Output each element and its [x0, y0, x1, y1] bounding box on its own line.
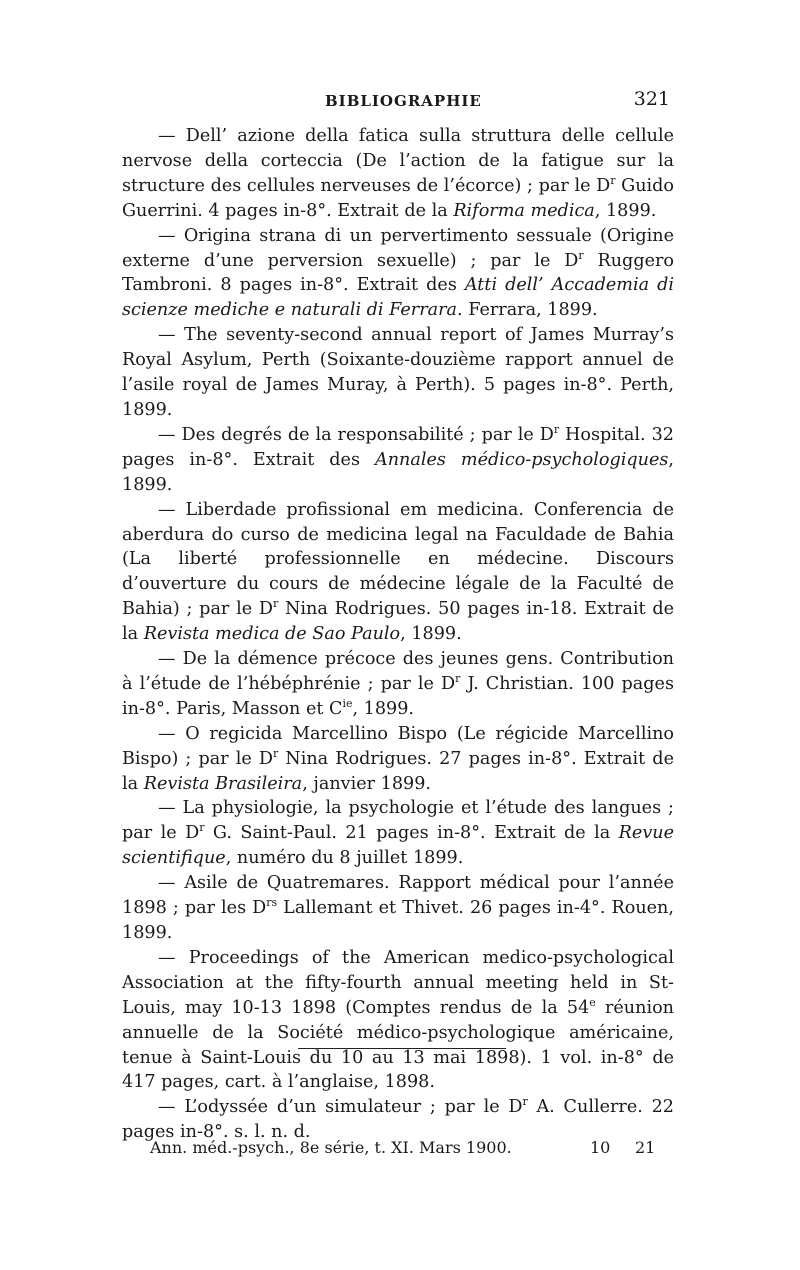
- entry-text: Guido Guerrini. 4 pages in-8°. Extrait de la: [122, 175, 675, 221]
- entry-text: J. Christian. 100 pages in-8°. Paris, Masson et C: [122, 673, 674, 719]
- entry-text: — Origina strana di un pervertimento sessuale (Origine externe d’une perversion sexuelle) ; par le D: [122, 225, 674, 271]
- running-header: [130, 88, 670, 116]
- superscript-text: ie: [342, 696, 353, 710]
- entry-text: G. Saint-Paul. 21 pages in-8°. Extrait de la: [204, 823, 619, 844]
- bibliography-entry: [122, 323, 674, 423]
- superscript-text: r: [273, 597, 279, 611]
- superscript-text: r: [455, 672, 461, 686]
- entry-text: Ruggero Tambroni. 8 pages in-8°. Extrait des: [122, 250, 674, 296]
- bibliography-entry: [122, 498, 674, 647]
- entry-text: , 1899.: [400, 624, 462, 645]
- entry-text: — The seventy-second annual report of James Murray’s Royal Asylum, Perth (Soixante-douzième rapport annuel de l’asile royal de James Muray, à Perth). 5 pages in-8°. Perth, 1899.: [122, 325, 674, 420]
- entry-text: Nina Rodrigues. 50 pages in-18. Extrait de la: [122, 599, 674, 645]
- entry-text: — Des degrés de la responsabilité ; par le D: [158, 424, 554, 445]
- bibliography-entry: [122, 871, 674, 946]
- entry-text: , 1899.: [122, 449, 675, 495]
- entry-text: — La physiologie, la psychologie et l’étude des langues ; par le D: [122, 798, 674, 844]
- entry-text: , 1899.: [352, 698, 414, 719]
- superscript-text: r: [553, 423, 560, 437]
- section-divider: [298, 1048, 506, 1049]
- entry-text: Nina Rodrigues. 27 pages in-8°. Extrait de la: [122, 748, 674, 794]
- italic-title: Revue scientifique: [122, 823, 674, 869]
- superscript-text: r: [199, 821, 205, 835]
- superscript-text: r: [272, 746, 279, 760]
- bibliography-entry: [122, 124, 674, 224]
- entry-text: — Liberdade profissional em medicina. Conferencia de aberdura do curso de medicina legal na Faculdade de Bahia (La liberté professionnelle en médecine. Discours d’ouverture du cours de médecine légale de la Faculté de Bahia) ; par le D: [122, 499, 674, 620]
- page-number: 321: [633, 88, 670, 110]
- italic-title: Atti dell’ Accademia di scienze mediche e naturali di Ferrara: [122, 275, 674, 321]
- bibliography-entry: [122, 224, 674, 324]
- bibliography-entry: [122, 423, 674, 498]
- superscript-text: r: [578, 248, 584, 262]
- italic-title: Revista Brasileira: [143, 773, 303, 794]
- entry-text: . Ferrara, 1899.: [457, 300, 598, 321]
- running-title: BIBLIOGRAPHIE: [325, 92, 482, 110]
- entry-text: , numéro du 8 juillet 1899.: [225, 848, 464, 869]
- bibliography-entry: [122, 946, 674, 1095]
- italic-title: Revista medica de Sao Paulo: [143, 624, 401, 645]
- bibliography-list: [122, 124, 674, 1145]
- entry-text: — O regicida Marcellino Bispo (Le régicide Marcellino Bispo) ; par le D: [122, 723, 674, 769]
- superscript-text: rs: [266, 896, 278, 910]
- bibliography-entry: [122, 796, 674, 871]
- entry-text: , janvier 1899.: [302, 773, 431, 794]
- journal-citation: Ann. méd.-psych., 8e série, t. XI. Mars 1900.: [150, 1138, 512, 1157]
- bibliography-entry: [122, 722, 674, 797]
- signature-mark: 21: [635, 1138, 656, 1157]
- entry-text: — Dell’ azione della fatica sulla struttura delle cellule nervose della corteccia (De l’action de la fatigue sur la structure des cellules nerveuses de l’écorce) ; par le D: [122, 126, 674, 196]
- entry-text: Hospital. 32 pages in-8°. Extrait des: [122, 424, 674, 470]
- entry-text: A. Cullerre. 22 pages in-8°. s. l. n. d.: [122, 1097, 674, 1143]
- superscript-text: e: [589, 995, 596, 1009]
- entry-text: Lallemant et Thivet. 26 pages in-4°. Rouen, 1899.: [122, 898, 674, 943]
- superscript-text: r: [610, 173, 616, 187]
- entry-text: — De la démence précoce des jeunes gens. Contribution à l’étude de l’hébéphrénie ; par le D: [122, 649, 674, 694]
- signature-mark: 10: [590, 1138, 611, 1157]
- entry-text: — Proceedings of the American medico-psychological Association at the fifty-fourth annual meeting held in St-Louis, may 10-13 1898 (Comptes rendus de la 54: [122, 947, 674, 1018]
- italic-title: Riforma medica: [453, 200, 595, 221]
- italic-title: Annales médico-psychologiques: [374, 449, 669, 470]
- entry-text: , 1899.: [594, 200, 657, 221]
- entry-text: réunion annuelle de la Société médico-psychologique américaine, tenue à Saint-Louis du 10 au 13 mai 1898). 1 vol. in-8° de 417 pages, cart. à l’anglaise, 1898.: [122, 997, 674, 1093]
- bibliography-entry: [122, 647, 674, 722]
- entry-text: — L’odyssée d’un simulateur ; par le D: [158, 1097, 523, 1118]
- superscript-text: r: [522, 1095, 528, 1109]
- entry-text: — Asile de Quatremares. Rapport médical pour l’année 1898 ; par les D: [122, 873, 674, 919]
